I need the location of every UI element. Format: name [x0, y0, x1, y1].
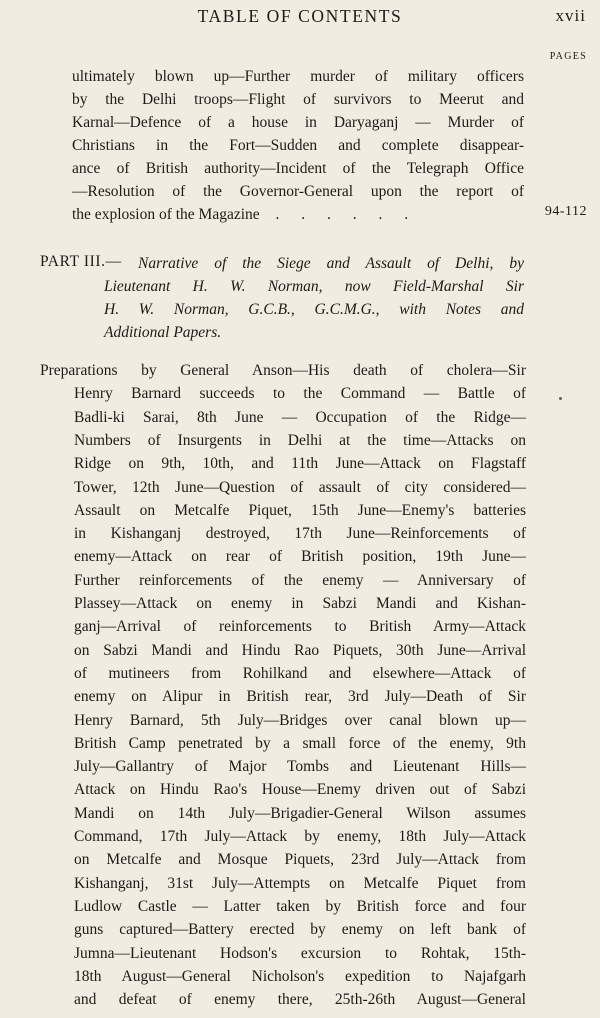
text-line: Numbers of Insurgents in Delhi at the time—Attacks on — [74, 431, 526, 449]
text-line: on Sabzi Mandi and Hindu Rao Piquets, 30th June—Arrival — [74, 641, 526, 659]
text-line: Karnal—Defence of a house in Daryaganj — Murder of — [72, 114, 524, 131]
entry-last-line-text: the explosion of the Magazine — [72, 206, 260, 223]
part-title-line: Additional Papers. — [104, 324, 222, 341]
text-line: and defeat of enemy there, 25th-26th August—General — [74, 991, 526, 1009]
text-line: ganj—Arrival of reinforcements to British Army—Attack — [74, 618, 526, 636]
dot-leader: . . . . . . — [275, 206, 418, 223]
text-line: Ludlow Castle — Latter taken by British force and four — [74, 897, 526, 915]
paper-speck — [559, 397, 562, 400]
running-head-title: TABLE OF CONTENTS — [197, 6, 403, 26]
text-line: Further reinforcements of the enemy — Anniversary of — [74, 571, 526, 589]
page-number: xvii — [555, 6, 586, 25]
text-line: 18th August—General Nicholson's expedition to Najafgarh — [74, 967, 526, 985]
pages-column-label: PAGES — [549, 51, 587, 62]
text-line: British Camp penetrated by a small force of the enemy, 9th — [74, 734, 526, 752]
part-title-line: Lieutenant H. W. Norman, now Field-Marshal Sir — [104, 278, 524, 295]
text-line: guns captured—Battery erected by enemy on left bank of — [74, 921, 526, 939]
text-line: Jumna—Lieutenant Hodson's excursion to Rohtak, 15th- — [74, 944, 526, 962]
text-line — [72, 204, 417, 225]
text-line: Preparations by General Anson—His death of cholera—Sir — [40, 362, 526, 379]
text-line: July—Gallantry of Major Tombs and Lieutenant Hills— — [74, 758, 526, 776]
part-title-line: H. W. Norman, G.C.B., G.C.M.G., with Notes and — [104, 301, 524, 318]
text-line: enemy on Alipur in British rear, 3rd July—Death of Sir — [74, 688, 526, 706]
part-heading-label: PART III.— — [40, 253, 122, 270]
text-line: ance of British authority—Incident of the Telegraph Office — [72, 160, 524, 177]
text-line: in Kishanganj destroyed, 17th June—Reinforcements of — [74, 525, 526, 543]
part-title-line: Narrative of the Siege and Assault of Delhi, by — [138, 255, 524, 272]
text-line: Command, 17th July—Attack by enemy, 18th July—Attack — [74, 828, 526, 845]
text-line: Attack on Hindu Rao's House—Enemy driven out of Sabzi — [74, 781, 526, 799]
text-line: Assault on Metcalfe Piquet, 15th June—Enemy's batteries — [74, 501, 526, 519]
text-line: enemy—Attack on rear of British position, 19th June— — [74, 548, 526, 566]
text-line: Badli-ki Sarai, 8th June — Occupation of the Ridge— — [74, 408, 526, 426]
text-line: Tower, 12th June—Question of assault of city considered— — [74, 478, 526, 496]
text-line: Ridge on 9th, 10th, and 11th June—Attack on Flagstaff — [74, 455, 526, 473]
text-line: by the Delhi troops—Flight of survivors to Meerut and — [72, 91, 524, 108]
text-line: on Metcalfe and Mosque Piquets, 23rd July—Attack from — [74, 851, 526, 869]
text-line: ultimately blown up—Further murder of military officers — [72, 68, 524, 85]
text-line: Kishanganj, 31st July—Attempts on Metcalfe Piquet from — [74, 874, 526, 892]
text-line: Christians in the Fort—Sudden and complete disappear- — [72, 137, 524, 154]
text-line: Mandi on 14th July—Brigadier-General Wilson assumes — [74, 804, 526, 822]
text-line: Plassey—Attack on enemy in Sabzi Mandi and Kishan- — [74, 595, 526, 612]
text-line: Henry Barnard, 5th July—Bridges over canal blown up— — [74, 711, 526, 729]
text-line: of mutineers from Rohilkand and elsewhere—Attack of — [74, 664, 526, 682]
page-range: 94-112 — [544, 204, 587, 219]
text-line: Henry Barnard succeeds to the Command — Battle of — [74, 385, 526, 403]
text-line: —Resolution of the Governor-General upon the report of — [72, 183, 524, 200]
